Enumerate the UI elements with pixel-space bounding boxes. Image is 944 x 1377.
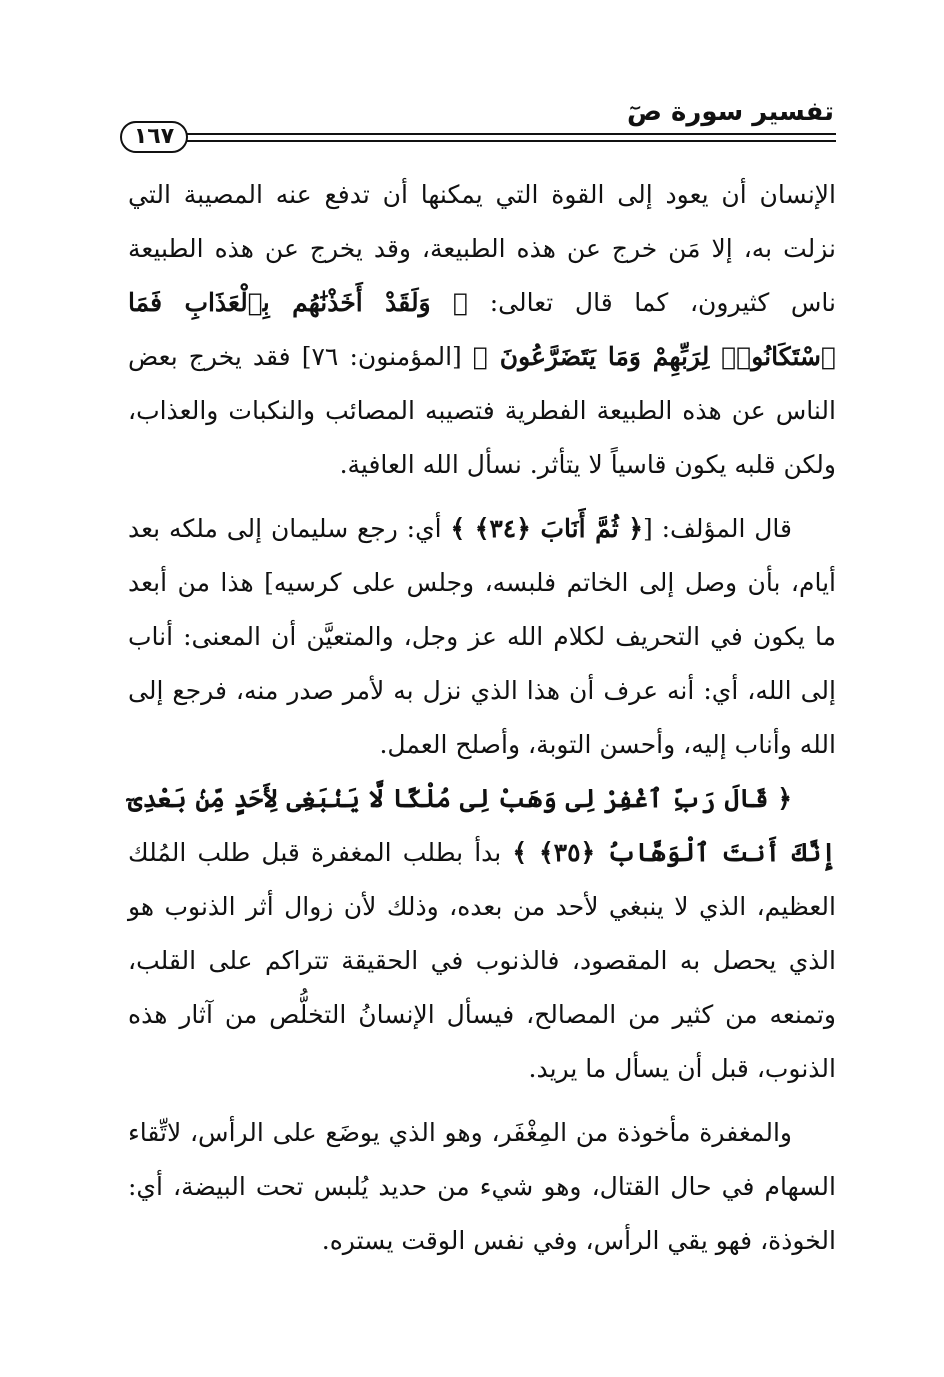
paragraph-text: قال المؤلف: [ (642, 514, 792, 543)
paragraph-text: والمغفرة مأخوذة من المِغْفَر، وهو الذي يوضَع على الرأس، لاتِّقاء السهام في حال القتال، وهو شيء من حديد يُلبس تحت البيضة، أي: الخوذة، فهو يقي الرأس، وفي نفس الوقت يستره. (128, 1118, 836, 1255)
paragraph (128, 1106, 836, 1268)
page-body (128, 168, 836, 1268)
paragraph (128, 168, 836, 492)
quran-verse: ﴿ قَالَ رَبِّ ٱغْفِرْ لِى وَهَبْ لِى مُلْكًا لَّا يَنۢبَغِى لِأَحَدٍ مِّنۢ بَعْدِىٓ إِنَّكَ أَنتَ ٱلْوَهَّابُ ﴿٣٥﴾ ﴾ (128, 784, 836, 867)
paragraph (128, 772, 836, 1096)
quran-verse: ﴿ ثُمَّ أَنَابَ ﴿٣٤﴾ ﴾ (450, 514, 643, 543)
paragraph (128, 502, 836, 772)
running-header-title: تفسير سورة صٓ (627, 97, 834, 127)
page-number-badge: ١٦٧ (120, 121, 188, 153)
paragraph-text: الإنسان أن يعود إلى القوة التي يمكنها أن تدفع عنه المصيبة التي نزلت به، إلا مَن خرج عن هذه الطبيعة، وقد يخرج عن هذه الطبيعة ناس كثيرون، كما قال تعالى: (128, 180, 836, 317)
header-rule-bottom (185, 140, 836, 142)
header-rule-top (185, 133, 836, 135)
quran-verse: ﴿ وَلَقَدْ أَخَذْنَٰهُم بِٱلْعَذَابِ فَمَا ٱسْتَكَانُوا۟ لِرَبِّهِمْ وَمَا يَتَضَرَّعُونَ ﴾ (128, 288, 836, 371)
paragraph-text: [المؤمنون: ٧٦] فقد يخرج بعض الناس عن هذه الطبيعة الفطرية فتصيبه المصائب والنكبات والعذاب، ولكن قلبه يكون قاسياً لا يتأثر. نسأل الله العافية. (128, 342, 836, 479)
paragraph-text: بدأ بطلب المغفرة قبل طلب المُلك العظيم، الذي لا ينبغي لأحد من بعده، وذلك لأن زوال أثر الذنوب هو الذي يحصل به المقصود، فالذنوب في الحقيقة تتراكم على القلب، وتمنعه من كثير من المصالح، فيسأل الإنسانُ التخلُّص من آثار هذه الذنوب، قبل أن يسأل ما يريد. (128, 838, 836, 1083)
paragraph-text: أي: رجع سليمان إلى ملكه بعد أيام، بأن وصل إلى الخاتم فلبسه، وجلس على كرسيه] هذا من أبعد ما يكون في التحريف لكلام الله عز وجل، والمتعيَّن أن المعنى: أناب إلى الله، أي: أنه عرف أن هذا الذي نزل به لأمر صدر منه، فرجع إلى الله وأناب إليه، وأحسن التوبة، وأصلح العمل. (128, 514, 836, 759)
